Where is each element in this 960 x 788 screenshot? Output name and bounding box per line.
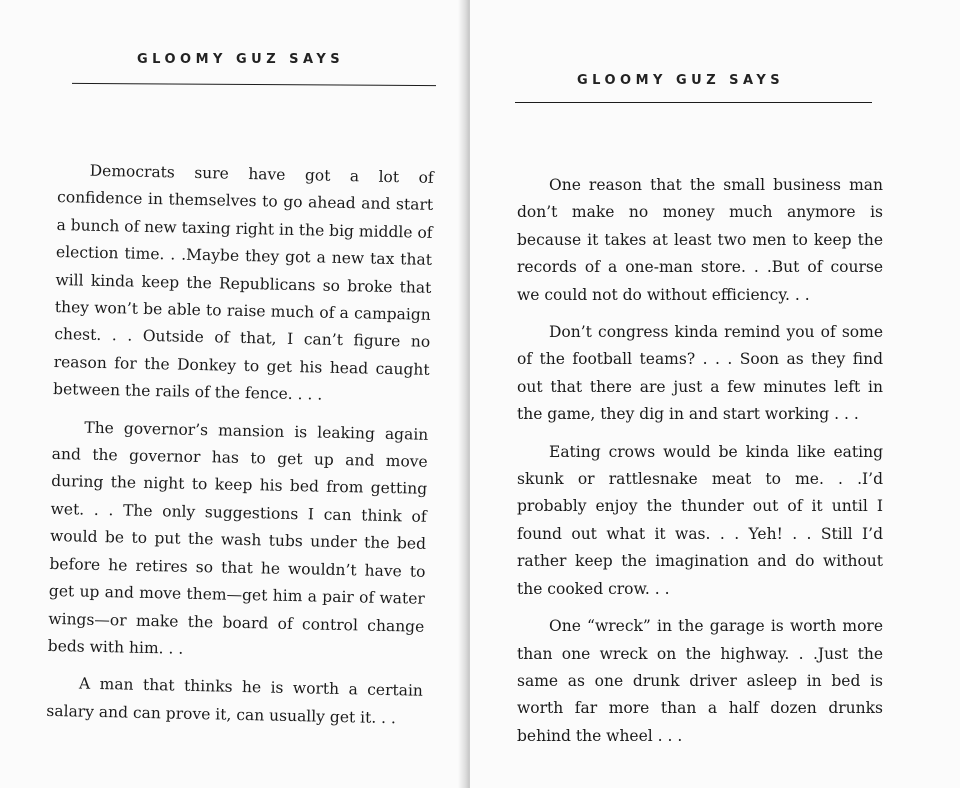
left-header-rule	[72, 83, 436, 86]
paragraph: Eating crows would be kinda like eating skunk or rattlesnake meat to me. . .I’d probably enjoy the thunder out of it until I found out what it was. . . Yeh! . . Still I’d rather keep the imagination and do without the cooked crow. . .	[517, 442, 883, 598]
left-page-header: GLOOMY GUZ SAYS	[137, 52, 345, 67]
right-page-header: GLOOMY GUZ SAYS	[577, 73, 785, 88]
right-page	[470, 0, 960, 788]
right-header-rule	[515, 102, 872, 103]
paragraph: One reason that the small business man don’t make no money much anymore is because it takes at least two men to keep the records of a one-man store. . .But of course we could not do without efficiency. . .	[517, 176, 883, 304]
left-page-body	[46, 157, 434, 743]
paragraph: One “wreck” in the garage is worth more than one wreck on the highway. . .Just the same as one drunk driver asleep in bed is worth far more than a half dozen drunks behind the wheel . . .	[517, 617, 883, 745]
paragraph: Don’t congress kinda remind you of some of the football teams? . . . Soon as they find out that there are just a few minutes left in the game, they dig in and start working . . .	[517, 323, 883, 424]
right-page-body	[517, 172, 883, 760]
paragraph: Democrats sure have got a lot of confidence in themselves to go ahead and start a bunch of new taxing right in the big middle of election time. . .Maybe they got a new tax that will kinda keep the Republicans so broke that they won’t be able to raise much of a campaign chest. . . Outside of that, I can’t figure no reason for the Donkey to get his head caught between the rails of the fence. . . .	[52, 161, 434, 404]
left-page	[0, 0, 466, 788]
paragraph: A man that thinks he is worth a certain salary and can prove it, can usually get it. . .	[46, 674, 424, 727]
paragraph: The governor’s mansion is leaking again and the governor has to get up and move during the night to keep his bed from getting wet. . . The only suggestions I can think of would be to put the wash tubs under the bed before he retires so that he wouldn’t have to get up and move them—get him a pair of water wings—or make the board of control change beds with him. . .	[47, 418, 429, 658]
